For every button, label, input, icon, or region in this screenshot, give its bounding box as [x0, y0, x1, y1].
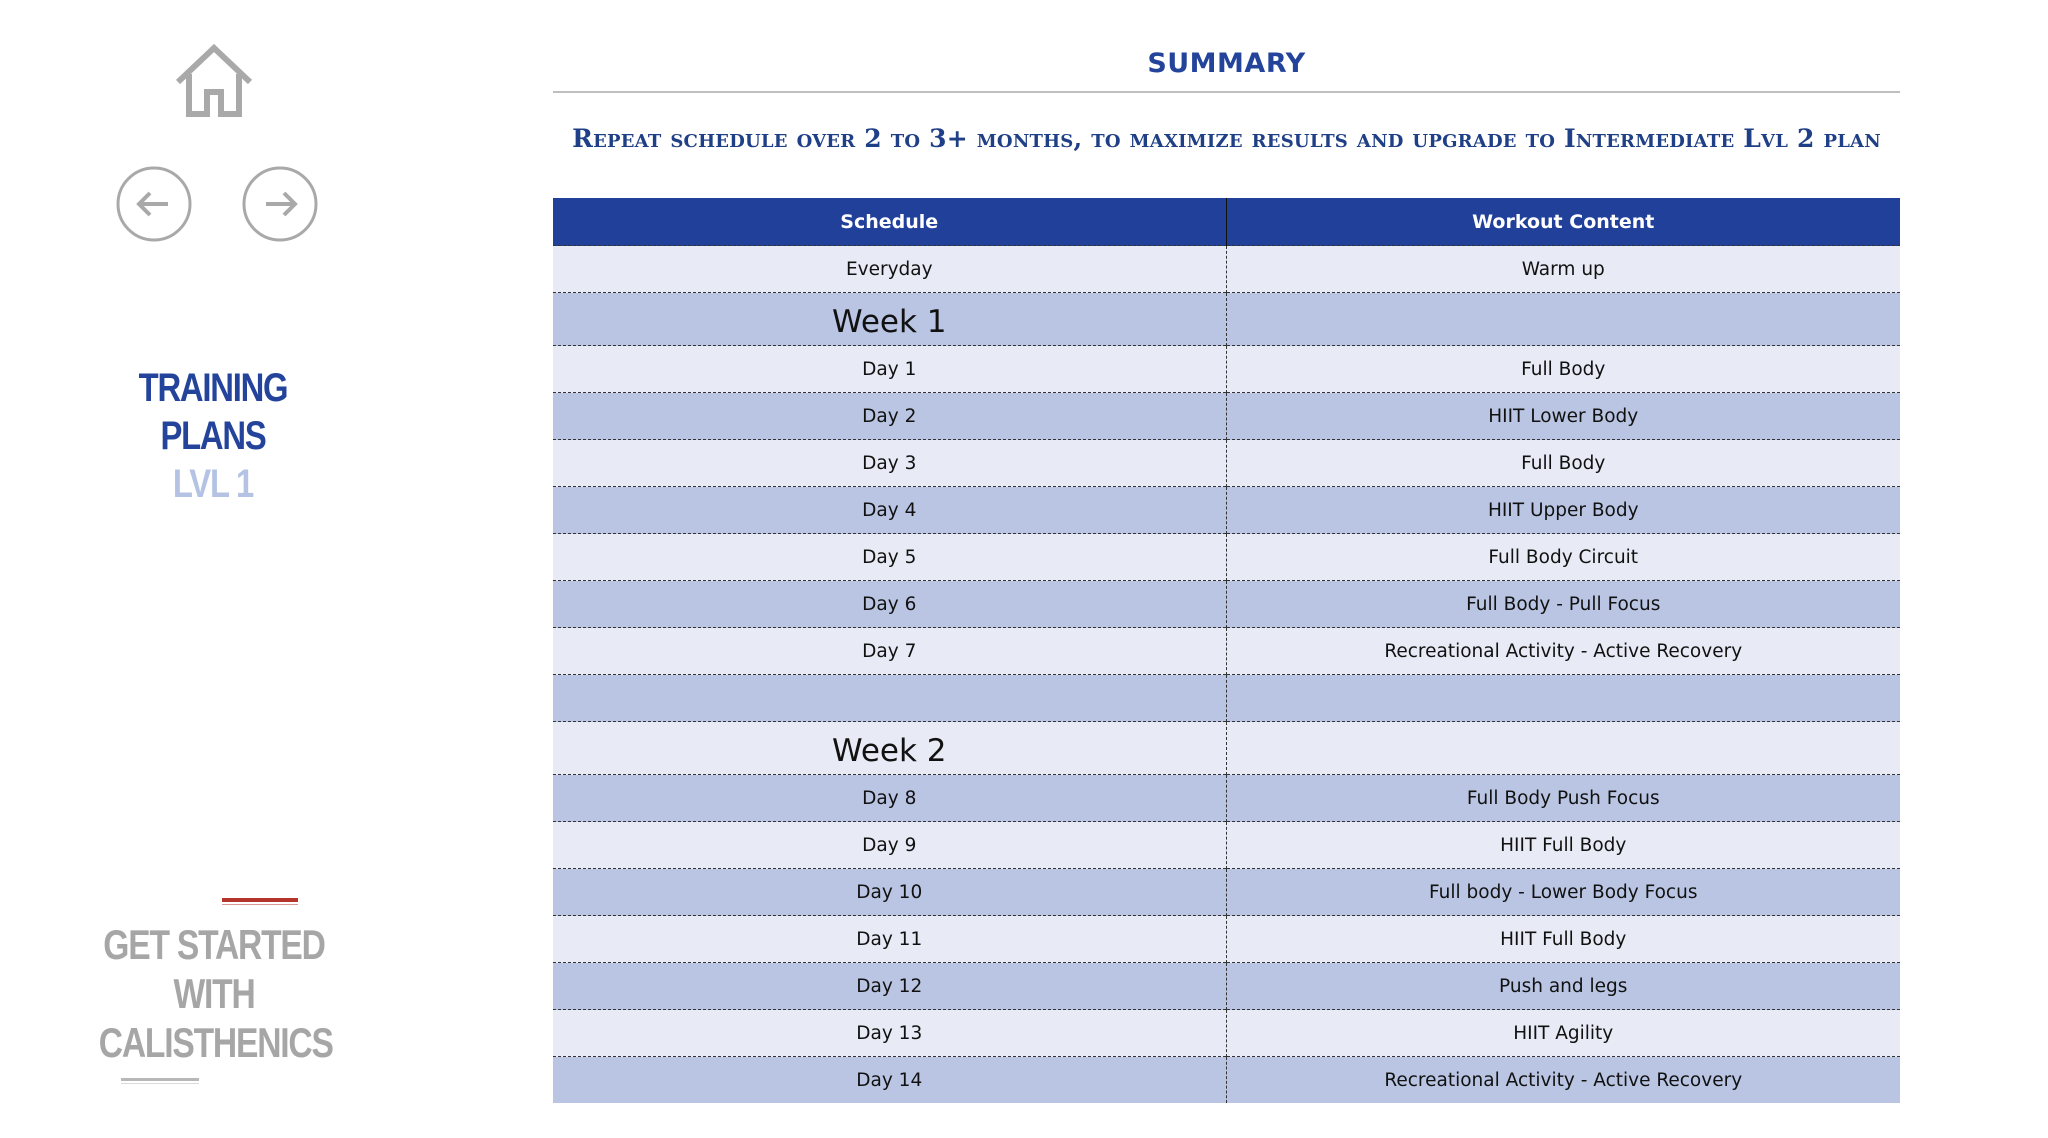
workout-content-cell: HIIT Upper Body [1226, 487, 1900, 534]
table-row [553, 346, 1900, 393]
table-row [553, 869, 1900, 916]
schedule-cell: Day 7 [553, 628, 1226, 675]
workout-content-cell: Full Body [1226, 346, 1900, 393]
table-row [553, 822, 1900, 869]
table-row [553, 487, 1900, 534]
schedule-cell: Day 12 [553, 963, 1226, 1010]
workout-content-cell: HIIT Full Body [1226, 916, 1900, 963]
get-started-link[interactable] [98, 920, 333, 1067]
schedule-cell: Day 3 [553, 440, 1226, 487]
level-line: LVL 1 [172, 462, 254, 506]
table-row [553, 440, 1900, 487]
arrow-left-icon[interactable] [116, 166, 192, 242]
schedule-cell: Day 9 [553, 822, 1226, 869]
page-subtitle: Repeat schedule over 2 to 3+ months, to maximize results and upgrade to Intermediate Lvl 2 plan [572, 124, 1881, 153]
table-row [553, 775, 1900, 822]
title-divider [553, 91, 1900, 93]
accent-divider [222, 898, 298, 902]
cta-line: WITH [173, 970, 255, 1017]
home-icon[interactable] [172, 42, 256, 118]
arrow-right-icon[interactable] [242, 166, 318, 242]
table-row [553, 675, 1900, 722]
table-row [553, 393, 1900, 440]
workout-content-cell: Full Body Circuit [1226, 534, 1900, 581]
table-row [553, 293, 1900, 346]
workout-content-cell: Push and legs [1226, 963, 1900, 1010]
table-row [553, 916, 1900, 963]
workout-content-cell: Full Body Push Focus [1226, 775, 1900, 822]
schedule-cell: Day 4 [553, 487, 1226, 534]
schedule-cell: Day 8 [553, 775, 1226, 822]
header-workout-content: Workout Content [1226, 198, 1900, 246]
workout-content-cell [1226, 675, 1900, 722]
workout-content-cell: HIIT Lower Body [1226, 393, 1900, 440]
cta-line: CALISTHENICS [98, 1019, 333, 1066]
workout-content-cell: Full body - Lower Body Focus [1226, 869, 1900, 916]
week-label: Week 1 [553, 293, 1226, 346]
table-row [553, 246, 1900, 293]
schedule-cell: Everyday [553, 246, 1226, 293]
schedule-cell: Day 10 [553, 869, 1226, 916]
table-row [553, 534, 1900, 581]
workout-content-cell [1226, 722, 1900, 775]
table-header-row [553, 198, 1900, 246]
table-row [553, 628, 1900, 675]
table-row [553, 963, 1900, 1010]
schedule-cell [553, 675, 1226, 722]
workout-content-cell: Warm up [1226, 246, 1900, 293]
schedule-cell: Day 2 [553, 393, 1226, 440]
table-row [553, 722, 1900, 775]
header-schedule: Schedule [553, 198, 1226, 246]
schedule-cell: Day 6 [553, 581, 1226, 628]
table-row [553, 581, 1900, 628]
cta-underline [121, 1078, 199, 1081]
table-row [553, 1010, 1900, 1057]
workout-content-cell: HIIT Agility [1226, 1010, 1900, 1057]
workout-content-cell: Full Body - Pull Focus [1226, 581, 1900, 628]
schedule-cell: Day 14 [553, 1057, 1226, 1104]
schedule-cell: Day 1 [553, 346, 1226, 393]
workout-content-cell: HIIT Full Body [1226, 822, 1900, 869]
training-plans-line: TRAINING PLANS [138, 366, 288, 458]
workout-content-cell [1226, 293, 1900, 346]
workout-content-cell: Recreational Activity - Active Recovery [1226, 628, 1900, 675]
page-title: SUMMARY [1147, 48, 1306, 79]
workout-content-cell: Recreational Activity - Active Recovery [1226, 1057, 1900, 1104]
schedule-table [553, 198, 1900, 1103]
table-row [553, 1057, 1900, 1104]
cta-line: GET STARTED [103, 921, 325, 968]
schedule-cell: Day 11 [553, 916, 1226, 963]
schedule-cell: Day 5 [553, 534, 1226, 581]
week-label: Week 2 [553, 722, 1226, 775]
training-plans-title [88, 364, 339, 508]
schedule-cell: Day 13 [553, 1010, 1226, 1057]
workout-content-cell: Full Body [1226, 440, 1900, 487]
